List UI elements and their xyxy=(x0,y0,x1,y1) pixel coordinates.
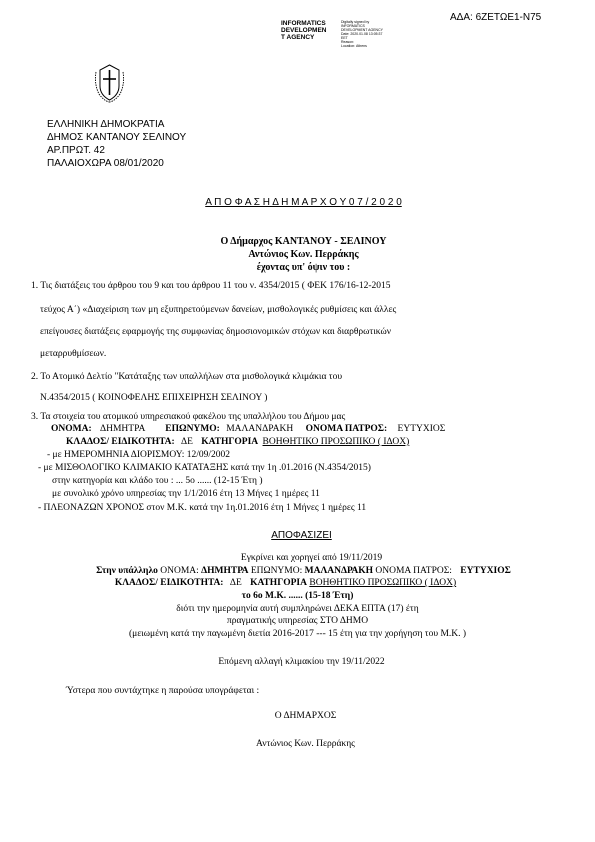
signoff-statement: Ύστερα που συντάχτηκε η παρούσα υπογράφεται : xyxy=(66,686,260,696)
item2-line2: Ν.4354/2015 ( ΚΟΙΝΟΦΕΛΗΣ ΕΠΙΧΕΙΡΗΣΗ ΣΕΛΙΝΟΥ ) xyxy=(40,393,268,403)
decision-service: πραγματικής υπηρεσίας ΣΤΟ ΔΗΜΟ xyxy=(226,616,369,626)
item3-line1: 3. Τα στοιχεία του ατομικού υπηρεσιακού φακέλου της υπαλλήλου του Δήμου μας xyxy=(31,412,346,422)
salary-scale-line3: με συνολικό χρόνο υπηρεσίας την 1/1/2016 έτη 13 Μήνες 1 ημέρες 11 xyxy=(52,489,320,499)
decides-heading: ΑΠΟΦΑΣΙΖΕΙ xyxy=(271,530,332,541)
item1-line4: μεταρρυθμίσεων. xyxy=(40,349,107,359)
stamp-small-1: Digitally signed by xyxy=(341,20,370,24)
decision-branch-label: ΚΛΑΔΟΣ/ ΕΙΔΙΚΟΤΗΤΑ: xyxy=(114,578,224,588)
stamp-details xyxy=(341,20,383,48)
stamp-line-3: T AGENCY xyxy=(281,34,315,41)
decision-scale: το 6ο Μ.Κ. ...... (15-18 Έτη) xyxy=(241,591,354,601)
decision-branch-value: ΔΕ xyxy=(229,578,242,588)
decision-father-label: ΟΝΟΜΑ ΠΑΤΡΟΣ: xyxy=(375,566,452,576)
decision-name-value: ΔΗΜΗΤΡΑ xyxy=(201,566,249,576)
ada-code: ΑΔΑ: 6ΖΕΤΩΕ1-Ν75 xyxy=(450,12,542,23)
decision-note: (μειωμένη κατά την παγωμένη διετία 2016-2017 --- 15 έτη για την χορήγηση του Μ.Κ. ) xyxy=(128,629,467,639)
signoff-mayor-title: Ο ΔΗΜΑΡΧΟΣ xyxy=(274,711,337,721)
next-scale-change: Επόμενη αλλαγή κλιμακίου την 19/11/2022 xyxy=(218,657,385,667)
salary-scale-line1: - με ΜΙΣΘΟΛΟΓΙΚΟ ΚΛΙΜΑΚΙΟ ΚΑΤΑΤΑΞΗΣ κατά την 1η .01.2016 (Ν.4354/2015) xyxy=(38,463,371,473)
category-value: ΒΟΗΘΗΤΙΚΟ ΠΡΟΣΩΠΙΚΟ ( ΙΔΟΧ) xyxy=(262,437,410,447)
decision-reason: διότι την ημερομηνία αυτή συμπληρώνει ΔΕΚΑ ΕΠΤΑ (17) έτη xyxy=(176,604,419,614)
item1-line3: επείγουσες διατάξεις εφαρμογής της συμφωνίας δημοσιονομικών στόχων και διαρθρωτικών xyxy=(40,327,392,337)
intro-considering: έχοντας υπ' όψιν του : xyxy=(256,262,351,273)
item1-line1: 1. Τις διατάξεις του άρθρου του 9 και του άρθρου 11 του ν. 4354/2015 ( ΦΕΚ 176/16-12-2015 xyxy=(31,281,391,291)
branch-label: ΚΛΑΔΟΣ/ ΕΙΔΙΚΟΤΗΤΑ: xyxy=(66,437,175,447)
intro-name: Αντώνιος Κων. Περράκης xyxy=(248,249,359,260)
name-value: ΔΗΜΗΤΡΑ xyxy=(100,424,145,434)
excess-time: - ΠΛΕΟΝΑΖΩΝ ΧΡΟΝΟΣ στον Μ.Κ. κατά την 1η.01.2016 έτη 1 Μήνες 1 ημέρες 11 xyxy=(38,503,367,513)
header-protocol: ΑΡ.ΠΡΩΤ. 42 xyxy=(47,145,105,156)
surname-value: ΜΑΛΑΝΔΡΑΚΗ xyxy=(226,424,294,434)
decision-category-label: ΚΑΤΗΓΟΡΙΑ xyxy=(250,578,307,588)
father-value: ΕΥΤΥΧΙΟΣ xyxy=(397,424,446,434)
decision-name-label: ΟΝΟΜΑ: xyxy=(160,566,199,576)
surname-label: ΕΠΩΝΥΜΟ: xyxy=(165,424,220,434)
stamp-small-6: Reason: xyxy=(341,40,355,44)
decision-father-value: ΕΥΤΥΧΙΟΣ xyxy=(460,566,511,576)
stamp-small-5: EET xyxy=(341,36,348,40)
decision-category-value: ΒΟΗΘΗΤΙΚΟ ΠΡΟΣΩΠΙΚΟ ( ΙΔΟΧ) xyxy=(309,578,457,588)
item1-line2: τεύχος Α΄) «Διαχείριση των μη εξυπηρετούμενων δανείων, μισθολογικές ρυθμίσεις και άλλες xyxy=(40,305,397,315)
header-place-date: ΠΑΛΑΙΟΧΩΡΑ 08/01/2020 xyxy=(47,158,164,169)
decision-line1: Εγκρίνει και χορηγεί από 19/11/2019 xyxy=(240,553,383,563)
father-label: ΟΝΟΜΑ ΠΑΤΡΟΣ: xyxy=(305,424,388,434)
category-label: ΚΑΤΗΓΟΡΙΑ xyxy=(201,437,259,447)
stamp-line-1: INFORMATICS xyxy=(281,20,326,27)
decision-surname-label: ΕΠΩΝΥΜΟ: xyxy=(250,566,303,576)
decision-surname-value: ΜΑΛΑΝΔΡΑΚΗ xyxy=(304,566,373,576)
stamp-line-2: DEVELOPMEN xyxy=(281,27,327,34)
header-municipality: ΔΗΜΟΣ ΚΑΝΤΑΝΟΥ ΣΕΛΙΝΟΥ xyxy=(47,132,187,143)
item2-line1: 2. Το Ατομικό Δελτίο "Κατάταξης των υπαλλήλων στα μισθολογικά κλιμάκια του xyxy=(31,372,343,382)
issuer-header xyxy=(47,118,186,170)
digital-signature-stamp xyxy=(281,20,341,50)
greek-emblem-icon xyxy=(93,62,126,104)
intro-mayor: Ο Δήμαρχος ΚΑΝΤΑΝΟΥ - ΣΕΛΙΝΟΥ xyxy=(220,236,387,247)
employee-category xyxy=(66,437,409,447)
decision-line2 xyxy=(6,566,595,576)
document-title: Α Π Ο Φ Α Σ Η Δ Η Μ Α Ρ Χ Ο Υ 0 7 / 2 0 2 0 xyxy=(205,197,402,208)
stamp-small-7: Location: Athens xyxy=(341,44,367,48)
decision-line3 xyxy=(0,578,583,588)
to-employee-label: Στην υπάλληλο xyxy=(96,566,158,576)
appointment-date: - με ΗΜΕΡΟΜΗΝΙΑ ΔΙΟΡΙΣΜΟΥ: 12/09/2002 xyxy=(47,450,231,460)
salary-scale-line2: στην κατηγορία και κλάδο του : ... 5ο ...... (12-15 Έτη ) xyxy=(52,476,263,486)
stamp-small-4: Date: 2020.01.08 13:05:37 xyxy=(341,32,383,36)
branch-value: ΔΕ xyxy=(181,437,193,447)
stamp-small-2: INFORMATICS xyxy=(341,24,365,28)
name-label: ΟΝΟΜΑ: xyxy=(51,424,92,434)
employee-details xyxy=(51,424,445,434)
signoff-mayor-name: Αντώνιος Κων. Περράκης xyxy=(256,739,355,749)
header-country: ΕΛΛΗΝΙΚΗ ΔΗΜΟΚΡΑΤΙΑ xyxy=(47,119,165,130)
stamp-small-3: DEVELOPMENT AGENCY xyxy=(341,28,383,32)
